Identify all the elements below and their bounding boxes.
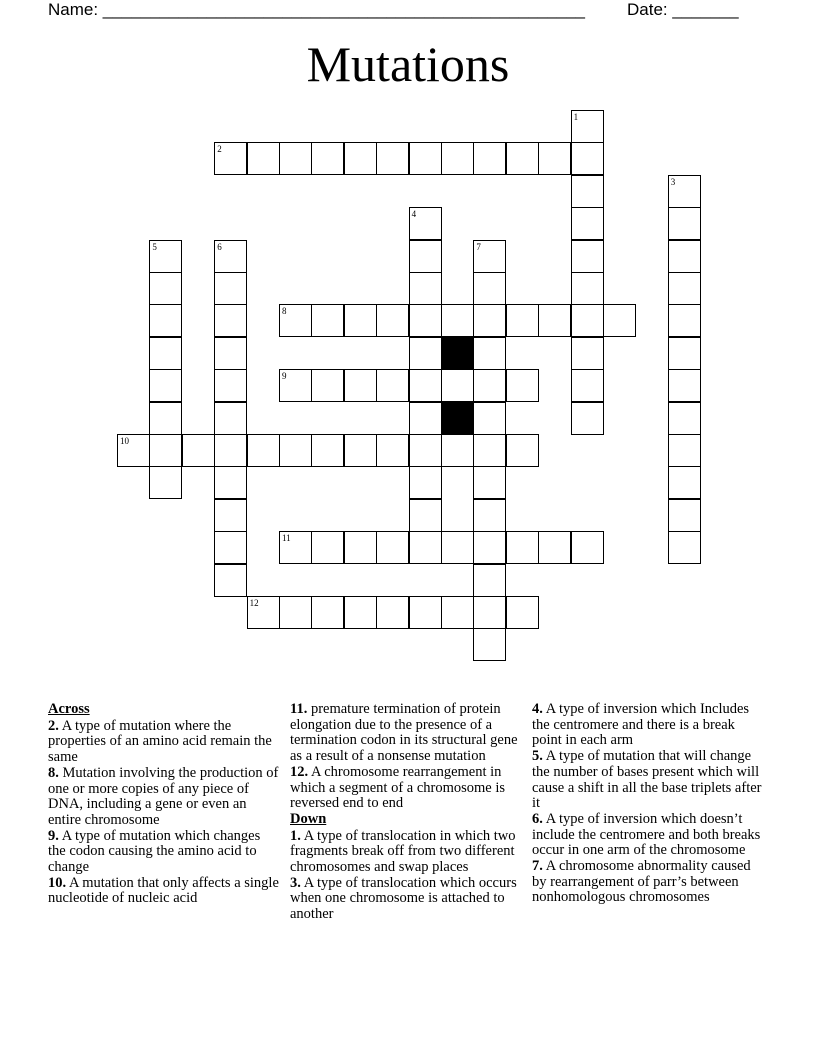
grid-cell[interactable]: [149, 272, 182, 305]
grid-cell[interactable]: [344, 434, 377, 467]
clue-text: A type of mutation which changes the codon causing the amino acid to change: [48, 827, 261, 876]
clue-number-label: 1: [573, 112, 579, 122]
grid-cell[interactable]: [571, 369, 604, 402]
grid-cell[interactable]: [311, 531, 344, 564]
clue-number-label: 4: [411, 209, 417, 220]
grid-cell[interactable]: [376, 434, 409, 467]
clue-text: A type of inversion which doesn’t include the centromere and both breaks occur in one arm of the chromosome: [532, 810, 761, 859]
grid-cell[interactable]: [149, 304, 182, 337]
grid-cell[interactable]: [603, 304, 636, 337]
grid-cell[interactable]: [538, 142, 571, 175]
grid-cell[interactable]: [214, 499, 247, 532]
grid-cell[interactable]: [214, 531, 247, 564]
grid-cell[interactable]: [409, 272, 442, 305]
clue-across-2: [48, 719, 280, 766]
grid-cell[interactable]: [149, 466, 182, 499]
clue-number: 7.: [532, 858, 543, 875]
clue-text: A type of inversion which Includes the centromere and there is a break point in each arm: [532, 701, 750, 749]
clue-number: 10.: [48, 874, 67, 891]
clue-column-3: [532, 702, 768, 906]
grid-cell[interactable]: [668, 531, 701, 564]
grid-cell[interactable]: [473, 142, 506, 175]
grid-cell[interactable]: [571, 337, 604, 370]
grid-cell[interactable]: [376, 304, 409, 337]
grid-cell[interactable]: [214, 402, 247, 435]
grid-cell[interactable]: [409, 142, 442, 175]
grid-cell[interactable]: [473, 596, 506, 629]
clue-number-label: 9: [282, 371, 287, 382]
clue-number-label: 11: [282, 533, 291, 544]
grid-cell[interactable]: [441, 369, 474, 402]
grid-cell[interactable]: [279, 142, 312, 175]
clue-number-label: 10: [120, 436, 129, 446]
grid-cell[interactable]: [441, 596, 474, 629]
grid-block: [441, 337, 474, 370]
clue-number: 8.: [48, 764, 59, 781]
grid-cell[interactable]: [409, 369, 442, 402]
grid-cell[interactable]: [473, 499, 506, 532]
clue-number-label: 6: [217, 241, 222, 252]
grid-cell[interactable]: [668, 499, 701, 532]
grid-cell[interactable]: [409, 304, 442, 337]
grid-cell[interactable]: [279, 434, 312, 467]
clue-number: 9.: [48, 827, 59, 844]
grid-cell[interactable]: [214, 434, 247, 467]
clue-across-8: [48, 766, 280, 829]
grid-cell[interactable]: [668, 337, 701, 370]
grid-cell[interactable]: [571, 272, 604, 305]
grid-cell[interactable]: [571, 142, 604, 175]
grid-cell[interactable]: [311, 369, 344, 402]
clue-number: 11.: [290, 701, 308, 717]
grid-cell[interactable]: [668, 240, 701, 273]
clue-text: premature termination of protein elongation due to the presence of a termination codon in its structural gene as a result of a nonsense mutation: [290, 701, 518, 765]
grid-cell[interactable]: [571, 304, 604, 337]
grid-block: [441, 402, 474, 435]
clue-down-3: [290, 876, 524, 923]
grid-cell[interactable]: [409, 499, 442, 532]
clue-number: 1.: [290, 827, 301, 844]
clue-down-7: [532, 859, 768, 906]
grid-cell[interactable]: [376, 369, 409, 402]
clue-number: 2.: [48, 717, 59, 734]
grid-cell[interactable]: [473, 564, 506, 597]
grid-cell[interactable]: [376, 142, 409, 175]
grid-cell[interactable]: [344, 596, 377, 629]
grid-cell[interactable]: [538, 531, 571, 564]
grid-cell[interactable]: [344, 304, 377, 337]
grid-cell[interactable]: [668, 402, 701, 435]
grid-cell[interactable]: [668, 434, 701, 467]
clue-down-5: [532, 749, 768, 812]
grid-cell[interactable]: [473, 369, 506, 402]
grid-cell[interactable]: [214, 337, 247, 370]
grid-cell[interactable]: [409, 466, 442, 499]
grid-cell[interactable]: [473, 272, 506, 305]
grid-cell[interactable]: [571, 531, 604, 564]
clue-across-12: [290, 765, 524, 812]
grid-cell[interactable]: [571, 402, 604, 435]
grid-cell[interactable]: [473, 466, 506, 499]
page-title: Mutations: [306, 36, 510, 92]
grid-cell[interactable]: [409, 402, 442, 435]
grid-cell[interactable]: [473, 337, 506, 370]
clue-column-1: [48, 702, 280, 907]
grid-cell[interactable]: [214, 369, 247, 402]
grid-cell[interactable]: [149, 402, 182, 435]
grid-cell[interactable]: [473, 531, 506, 564]
clue-text: A chromosome rearrangement in which a segment of a chromosome is reversed end to end: [290, 763, 506, 812]
clue-down-6: [532, 812, 768, 859]
grid-cell[interactable]: [409, 240, 442, 273]
grid-cell[interactable]: [214, 304, 247, 337]
grid-cell[interactable]: [441, 304, 474, 337]
grid-cell[interactable]: [409, 337, 442, 370]
clue-text: A mutation that only affects a single nucleotide of nucleic acid: [48, 874, 279, 907]
grid-cell[interactable]: [571, 240, 604, 273]
grid-cell[interactable]: [376, 531, 409, 564]
grid-cell[interactable]: [311, 142, 344, 175]
grid-cell[interactable]: [538, 304, 571, 337]
clue-column-2: [290, 702, 524, 923]
grid-cell[interactable]: [149, 337, 182, 370]
grid-cell[interactable]: [344, 531, 377, 564]
grid-cell[interactable]: [668, 272, 701, 305]
clue-text: A type of translocation in which two fragments break off from two different chromosomes and swap places: [290, 827, 516, 876]
grid-cell[interactable]: [571, 207, 604, 240]
grid-cell[interactable]: [344, 369, 377, 402]
grid-cell[interactable]: [409, 434, 442, 467]
grid-cell[interactable]: [506, 531, 539, 564]
grid-cell[interactable]: [376, 596, 409, 629]
grid-cell[interactable]: [441, 434, 474, 467]
clue-text: A type of mutation where the properties of an amino acid remain the same: [48, 717, 272, 766]
grid-cell[interactable]: [409, 596, 442, 629]
grid-cell[interactable]: [247, 142, 280, 175]
clue-text: A chromosome abnormality caused by rearrangement of parr’s between nonhomologous chromosomes: [532, 858, 751, 906]
grid-cell[interactable]: [182, 434, 215, 467]
grid-cell[interactable]: [311, 596, 344, 629]
clue-number-label: 12: [249, 598, 259, 608]
grid-cell[interactable]: [506, 369, 539, 402]
grid-cell[interactable]: [441, 531, 474, 564]
grid-cell[interactable]: [214, 564, 247, 597]
clue-across-11: [290, 702, 524, 765]
clue-text: A type of mutation that will change the number of bases present which will cause a shift in all the base triplets after it: [532, 748, 762, 812]
grid-cell[interactable]: [214, 272, 247, 305]
header-line: [48, 0, 739, 20]
grid-cell[interactable]: [311, 434, 344, 467]
grid-cell[interactable]: [149, 369, 182, 402]
grid-cell[interactable]: [506, 142, 539, 175]
grid-cell[interactable]: [311, 304, 344, 337]
grid-cell[interactable]: [473, 304, 506, 337]
grid-cell[interactable]: [506, 304, 539, 337]
clue-number: 5.: [532, 748, 543, 765]
grid-cell[interactable]: [571, 175, 604, 208]
grid-cell[interactable]: [473, 628, 506, 661]
grid-cell[interactable]: [149, 434, 182, 467]
clue-number-label: 3: [670, 176, 676, 187]
grid-cell[interactable]: [668, 207, 701, 240]
grid-cell[interactable]: [668, 466, 701, 499]
grid-cell[interactable]: [506, 596, 539, 629]
grid-cell[interactable]: [473, 434, 506, 467]
clue-number-label: 2: [217, 144, 222, 155]
clue-text: Mutation involving the production of one or more copies of any piece of DNA, including a gene or even an entire chromosome: [48, 764, 279, 828]
grid-cell[interactable]: [409, 531, 442, 564]
clue-across-9: [48, 829, 280, 876]
grid-cell[interactable]: [668, 369, 701, 402]
grid-cell[interactable]: [344, 142, 377, 175]
grid-cell[interactable]: [668, 304, 701, 337]
down-heading: Down: [290, 810, 327, 827]
clue-text: A type of translocation which occurs when one chromosome is attached to another: [290, 874, 517, 923]
grid-cell[interactable]: [247, 434, 280, 467]
clue-down-4: [532, 702, 768, 749]
clue-number-label: 8: [282, 306, 287, 317]
grid-cell[interactable]: [214, 466, 247, 499]
grid-cell[interactable]: [441, 142, 474, 175]
across-heading: Across: [48, 701, 90, 717]
clue-number-label: 7: [476, 241, 481, 252]
clue-number: 12.: [290, 763, 309, 780]
grid-cell[interactable]: [473, 402, 506, 435]
grid-cell[interactable]: [506, 434, 539, 467]
clue-number: 6.: [532, 810, 543, 827]
clue-down-1: [290, 829, 524, 876]
date-field[interactable]: Date: _______: [627, 0, 739, 19]
clue-across-10: [48, 876, 280, 907]
clue-number: 3.: [290, 874, 301, 891]
grid-cell[interactable]: [279, 596, 312, 629]
name-field[interactable]: Name: ___________________________________________________: [48, 0, 585, 19]
clue-number: 4.: [532, 701, 543, 717]
clue-number-label: 5: [152, 241, 157, 252]
